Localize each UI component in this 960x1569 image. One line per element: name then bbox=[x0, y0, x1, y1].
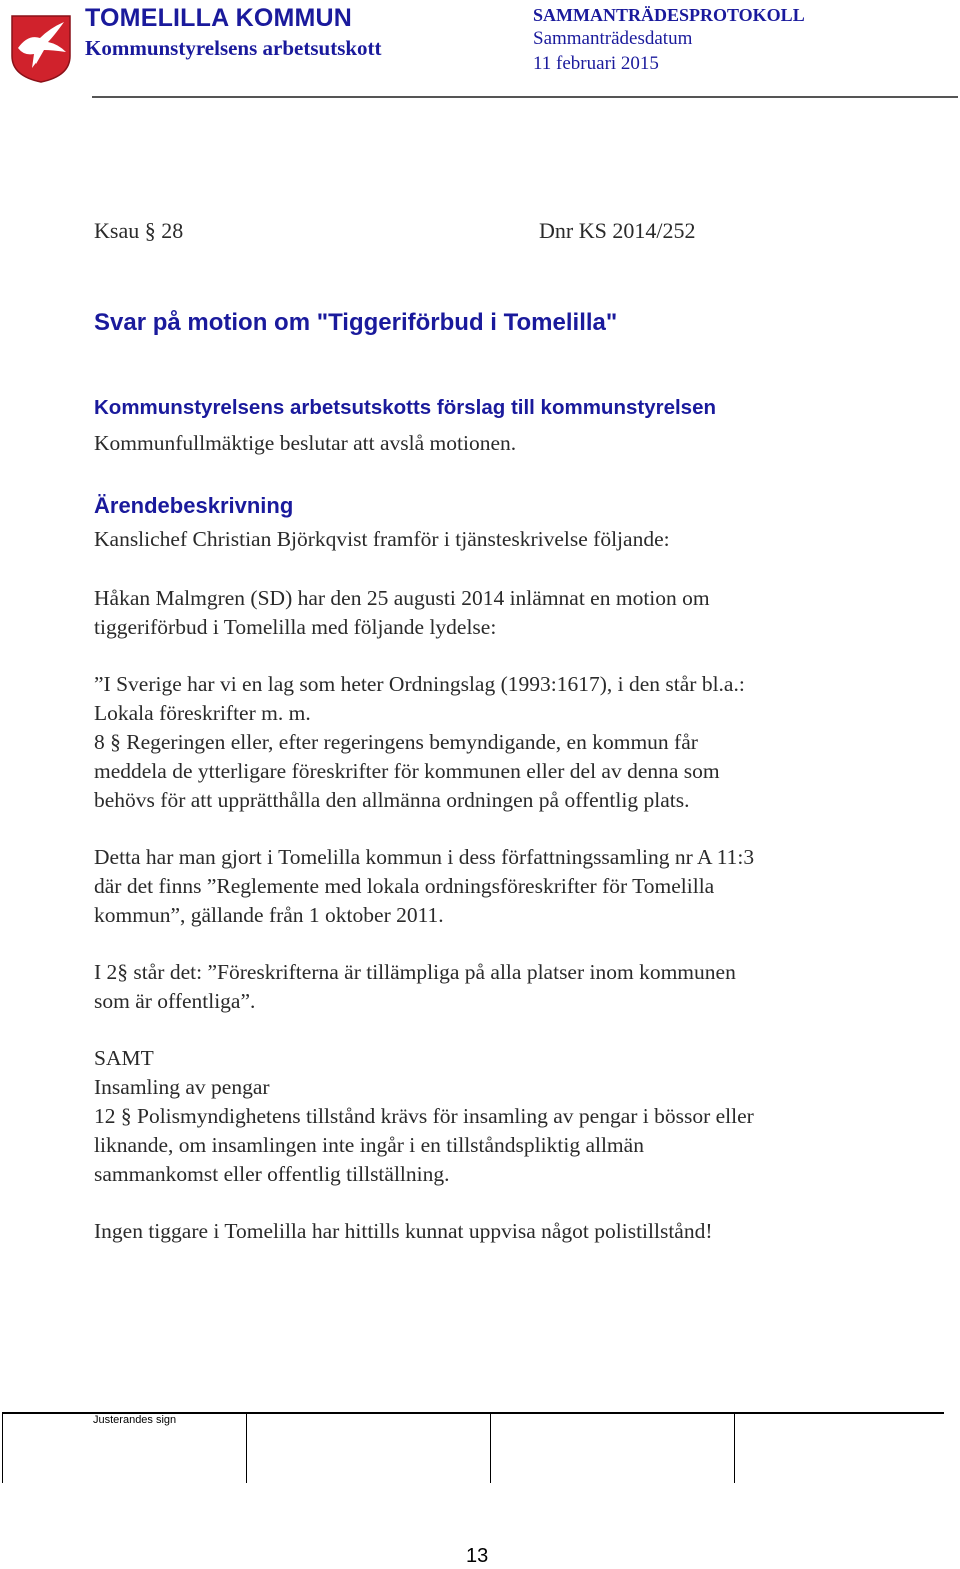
date-label: Sammanträdesdatum bbox=[533, 28, 693, 49]
text-line: meddela de ytterligare föreskrifter för kommunen eller del av denna som bbox=[94, 759, 720, 783]
description-heading: Ärendebeskrivning bbox=[94, 493, 294, 518]
text-line: där det finns ”Reglemente med lokala ordningsföreskrifter för Tomelilla bbox=[94, 874, 715, 898]
text-line: I 2§ står det: ”Föreskrifterna är tillämpliga på alla platser inom kommunen bbox=[94, 960, 736, 984]
text-line: 8 § Regeringen eller, efter regeringens bemyndigande, en kommun får bbox=[94, 730, 698, 754]
organization-name: TOMELILLA KOMMUN bbox=[85, 4, 353, 32]
description-intro: Kanslichef Christian Björkqvist framför i tjänsteskrivelse följande: bbox=[94, 527, 670, 551]
paragraph-conclusion: Ingen tiggare i Tomelilla har hittills kunnat uppvisa något polistillstånd! bbox=[94, 1219, 713, 1243]
paragraph-number: Ksau § 28 bbox=[94, 218, 184, 243]
case-number: Dnr KS 2014/252 bbox=[539, 218, 696, 243]
text-line: SAMT bbox=[94, 1046, 154, 1070]
page-number: 13 bbox=[466, 1545, 489, 1567]
signature-cell-border bbox=[734, 1412, 735, 1483]
document-type: SAMMANTRÄDESPROTOKOLL bbox=[533, 5, 805, 25]
proposal-heading: Kommunstyrelsens arbetsutskotts förslag till kommunstyrelsen bbox=[94, 396, 717, 419]
signature-cell-border bbox=[2, 1412, 3, 1483]
text-line: Lokala föreskrifter m. m. bbox=[94, 701, 311, 725]
text-line: Detta har man gjort i Tomelilla kommun i dess författningssamling nr A 11:3 bbox=[94, 845, 755, 869]
paragraph-quote bbox=[94, 670, 874, 815]
paragraph-section-2 bbox=[94, 958, 874, 1016]
paragraph-regulation bbox=[94, 843, 874, 930]
header-divider bbox=[92, 96, 958, 98]
text-line: sammankomst eller offentlig tillställning. bbox=[94, 1162, 450, 1186]
text-line: behövs för att upprätthålla den allmänna ordningen på offentlig plats. bbox=[94, 788, 690, 812]
text-line: Håkan Malmgren (SD) har den 25 augusti 2014 inlämnat en motion om bbox=[94, 586, 710, 610]
text-line: 12 § Polismyndighetens tillstånd krävs för insamling av pengar i bössor eller bbox=[94, 1104, 754, 1128]
meeting-date: 11 februari 2015 bbox=[533, 53, 659, 74]
text-line: tiggeriförbud i Tomelilla med följande lydelse: bbox=[94, 615, 497, 639]
text-line: som är offentliga”. bbox=[94, 989, 256, 1013]
text-line: ”I Sverige har vi en lag som heter Ordningslag (1993:1617), i den står bl.a.: bbox=[94, 672, 745, 696]
text-line: Insamling av pengar bbox=[94, 1075, 270, 1099]
proposal-text: Kommunfullmäktige beslutar att avslå motionen. bbox=[94, 431, 517, 455]
paragraph-motion bbox=[94, 584, 874, 642]
text-line: liknande, om insamlingen inte ingår i en tillståndspliktig allmän bbox=[94, 1133, 644, 1157]
page-title: Svar på motion om "Tiggeriförbud i Tomelilla" bbox=[94, 309, 618, 336]
committee-name: Kommunstyrelsens arbetsutskott bbox=[85, 36, 382, 60]
signature-label: Justerandes sign bbox=[93, 1414, 177, 1426]
signature-cell-border bbox=[490, 1412, 491, 1483]
paragraph-collection bbox=[94, 1044, 874, 1189]
signature-cell-border bbox=[246, 1412, 247, 1483]
text-line: kommun”, gällande från 1 oktober 2011. bbox=[94, 903, 444, 927]
coat-of-arms-bird-icon bbox=[10, 14, 72, 84]
